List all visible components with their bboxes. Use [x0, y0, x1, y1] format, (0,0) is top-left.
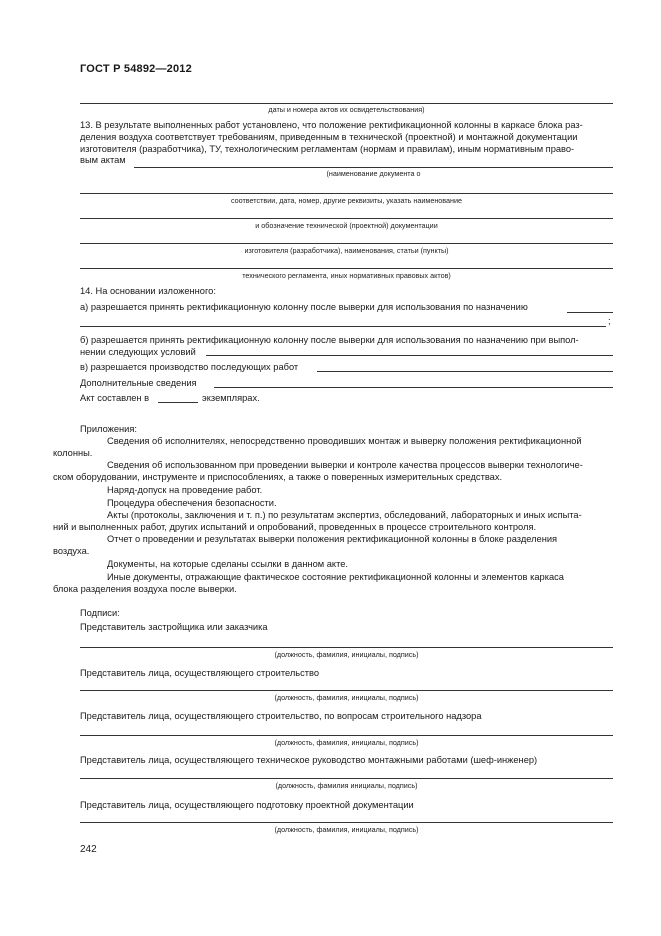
signatory-role: Представитель лица, осуществляющего строительство, по вопросам строительного надзора: [80, 711, 482, 721]
signatory-role: Представитель застройщика или заказчика: [80, 622, 268, 632]
field-caption: (наименование документа о: [326, 169, 421, 178]
signatory-role: Представитель лица, осуществляющего техническое руководство монтажными работами (шеф-инженер): [80, 755, 538, 765]
item-13-text: 13. В результате выполненных работ установлено, что положение ректификационной колонны в каркасе блока раз- деления воздуха соответствует требованиям, приведенным в технической (проектной) и монтажной документации изготовителя (разработчика), ТУ, технологическим регламентам (нормам и правилам), иным нормативным право- вым актам: [80, 120, 583, 166]
field-caption: соответствии, дата, номер, другие реквизиты, указать наименование: [230, 196, 463, 205]
appendix-item: Сведения об исполнителях, непосредственно проводивших монтаж и выверку положения ректификационной колонны.: [53, 436, 582, 458]
fill-line: [158, 402, 198, 403]
fill-line: [80, 193, 613, 194]
signature-caption: (должность, фамилия, инициалы, подпись): [274, 825, 419, 834]
signature-line[interactable]: [80, 735, 613, 736]
act-copies-label: Акт составлен в: [80, 393, 150, 403]
appendices-title: Приложения:: [80, 424, 137, 434]
page-number: 242: [80, 844, 97, 855]
signature-line[interactable]: [80, 822, 613, 823]
item-14-title: 14. На основании изложенного:: [80, 286, 216, 296]
appendix-item: Документы, на которые сделаны ссылки в данном акте.: [107, 559, 349, 569]
signature-caption: (должность, фамилия, инициалы, подпись): [274, 650, 419, 659]
fill-line: [134, 167, 613, 168]
signature-line[interactable]: [80, 647, 613, 648]
field-caption: даты и номера актов их освидетельствования): [268, 105, 425, 114]
item-14a-text: а) разрешается принять ректификационную колонну после выверки для использования по назначению: [80, 302, 528, 312]
fill-line: [206, 355, 613, 356]
field-caption: и обозначение технической (проектной) документации: [255, 221, 438, 230]
fill-line: [80, 243, 613, 244]
appendix-item: Отчет о проведении и результатах выверки положения ректификационной колонны в блоке разделения воздуха.: [53, 534, 558, 556]
fill-line: [317, 371, 613, 372]
signature-line[interactable]: [80, 778, 613, 779]
fill-line: [80, 218, 613, 219]
appendix-item: Акты (протоколы, заключения и т. п.) по результатам экспертиз, обследований, лабораторных и иных испыта- ний и выполненных работ, других испытаний и опробований, проведенных в процессе строительного контроля.: [53, 510, 582, 532]
signatures-title: Подписи:: [80, 608, 120, 618]
additional-info-label: Дополнительные сведения: [80, 378, 197, 388]
appendix-item: Процедура обеспечения безопасности.: [107, 498, 277, 508]
fill-line: [80, 326, 606, 327]
act-copies-suffix: экземплярах.: [202, 393, 260, 403]
item-14c-text: в) разрешается производство последующих работ: [80, 362, 299, 372]
semicolon: ;: [608, 316, 611, 326]
signatory-role: Представитель лица, осуществляющего строительство: [80, 668, 320, 678]
appendix-item: Иные документы, отражающие фактическое состояние ректификационной колонны и элементов каркаса блока разделения воздуха после выверки.: [53, 572, 564, 594]
field-caption: изготовителя (разработчика), наименования, статьи (пункты): [244, 246, 449, 255]
document-header: ГОСТ Р 54892—2012: [80, 63, 192, 75]
appendix-item: Сведения об использованном при проведении выверки и контроле качества процессов выверки технологиче- ском оборудовании, инструменте и приспособлениях, а также о поверенных измерительных средствах.: [53, 460, 583, 482]
signature-line[interactable]: [80, 690, 613, 691]
signature-caption: (должность, фамилия инициалы, подпись): [275, 781, 418, 790]
fill-line: [80, 268, 613, 269]
fill-line: [214, 387, 613, 388]
fill-line: [80, 103, 613, 104]
item-14b-text: б) разрешается принять ректификационную колонну после выверки для использования по назначению при выпол- нении следующих условий: [80, 335, 579, 357]
signatory-role: Представитель лица, осуществляющего подготовку проектной документации: [80, 800, 414, 810]
signature-caption: (должность, фамилия, инициалы, подпись): [274, 738, 419, 747]
fill-line: [567, 312, 613, 313]
appendix-item: Наряд-допуск на проведение работ.: [107, 485, 263, 495]
field-caption: технического регламента, иных нормативных правовых актов): [242, 271, 451, 280]
signature-caption: (должность, фамилия, инициалы, подпись): [274, 693, 419, 702]
